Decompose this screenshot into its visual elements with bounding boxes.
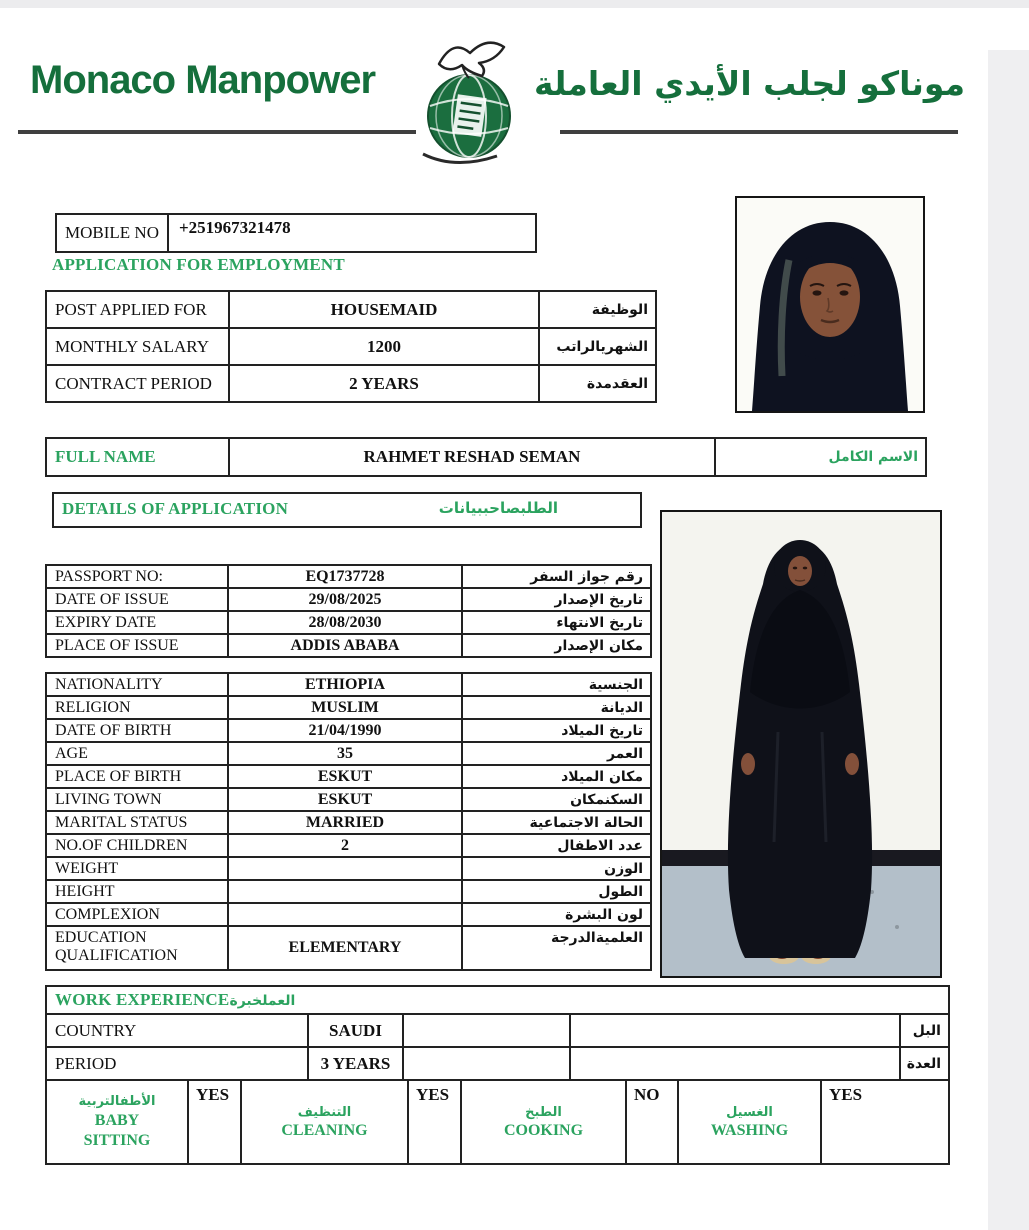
skills-row [46,1080,949,1164]
table-row [46,834,651,857]
field-label: PLACE OF ISSUE [46,634,228,657]
field-label: CONTRACT PERIOD [46,365,229,402]
field-label-arabic: رقم جواز السفر [462,565,651,588]
details-heading-english: DETAILS OF APPLICATION [62,499,289,518]
work-experience-title-english: WORK EXPERIENCE [55,990,230,1009]
table-row [46,588,651,611]
table-row [46,611,651,634]
post-applied-table [45,290,657,403]
full-name-value: RAHMET RESHAD SEMAN [229,438,715,476]
skill-baby-sitting [46,1080,188,1164]
field-label-arabic: الجنسية [462,673,651,696]
company-name-english: Monaco Manpower [30,58,376,102]
table-row [46,788,651,811]
field-label-arabic: مكان الميلاد [462,765,651,788]
work-experience-header [46,986,949,1014]
table-row [46,742,651,765]
field-label-arabic: البل [900,1014,949,1047]
skill-label-arabic: التنظيف [297,1104,352,1120]
table-row [46,1014,949,1047]
field-label-arabic: عدد الاطفال [462,834,651,857]
applicant-portrait-photo [735,196,925,413]
table-row [46,903,651,926]
field-label-arabic: العمر [462,742,651,765]
table-row [46,673,651,696]
field-label-arabic: تاريخ الإصدار [462,588,651,611]
field-label: RELIGION [46,696,228,719]
field-value: ETHIOPIA [228,673,462,696]
globe-dove-logo-icon [405,34,540,170]
skill-answer-baby-sitting: YES [188,1080,241,1164]
empty-cell [403,1014,570,1047]
field-value: 35 [228,742,462,765]
skill-label-english: WASHING [710,1121,789,1139]
field-label-arabic: العدة [900,1047,949,1080]
field-label-arabic: السكنمكان [462,788,651,811]
table-row [46,565,651,588]
applicant-full-length-photo [660,510,942,978]
field-label: EXPIRY DATE [46,611,228,634]
empty-cell [570,1047,900,1080]
field-value: 1200 [229,328,539,365]
field-label-arabic: الوظيفة [539,291,656,328]
field-label-arabic: الوزن [462,857,651,880]
scan-edge-top [0,0,1029,8]
field-value: 3 YEARS [308,1047,403,1080]
table-row [46,365,656,402]
field-value: 2 [228,834,462,857]
table-row [46,1047,949,1080]
table-row [46,926,651,970]
field-value: ELEMENTARY [228,926,462,970]
skill-answer-cleaning: YES [408,1080,461,1164]
field-value [228,903,462,926]
skill-answer-washing: YES [821,1080,949,1164]
table-row [46,328,656,365]
field-value: ESKUT [228,765,462,788]
scan-edge-right [988,50,1029,1230]
field-label-arabic: مكان الإصدار [462,634,651,657]
mobile-no-table [55,213,537,253]
field-value: SAUDI [308,1014,403,1047]
table-row [46,696,651,719]
work-experience-table [45,985,950,1081]
details-heading-arabic: الطلبصاحببيانات [438,499,558,517]
field-label: PASSPORT NO: [46,565,228,588]
personal-details-table [45,672,652,971]
company-logo [405,34,540,170]
field-value: ESKUT [228,788,462,811]
field-label-arabic: الطول [462,880,651,903]
skill-label-english: BABY SITTING [83,1111,151,1149]
field-value: MARRIED [228,811,462,834]
table-row [46,857,651,880]
passport-details-table [45,564,652,658]
field-value: 29/08/2025 [228,588,462,611]
field-value: 28/08/2030 [228,611,462,634]
field-label: MONTHLY SALARY [46,328,229,365]
field-label: DATE OF BIRTH [46,719,228,742]
work-experience-title-arabic: العملخبرة [229,993,296,1009]
field-label: LIVING TOWN [46,788,228,811]
field-label: COUNTRY [46,1014,308,1047]
table-row [46,634,651,657]
section-application-for-employment: APPLICATION FOR EMPLOYMENT [52,255,345,274]
mobile-row [56,214,536,252]
skill-label-arabic: الغسيل [726,1104,773,1120]
field-label-arabic: الشهريالراتب [539,328,656,365]
table-row [46,438,926,476]
table-row [46,880,651,903]
field-label: NATIONALITY [46,673,228,696]
field-label-arabic: العقدمدة [539,365,656,402]
field-label: NO.OF CHILDREN [46,834,228,857]
mobile-label: MOBILE NO [56,214,168,252]
empty-cell [570,1014,900,1047]
skill-cooking [461,1080,626,1164]
field-label: WEIGHT [46,857,228,880]
skill-label-english: COOKING [503,1121,584,1139]
field-label-arabic: الديانة [462,696,651,719]
mobile-value: +251967321478 [168,214,536,252]
letterhead-rule-right [560,130,958,134]
table-row [46,765,651,788]
skills-table [45,1079,950,1165]
field-label: MARITAL STATUS [46,811,228,834]
skill-label-arabic: الأطفالتربية [78,1093,156,1109]
table-row [46,291,656,328]
letterhead-rule-left [18,130,416,134]
field-value: 2 YEARS [229,365,539,402]
skill-washing [678,1080,821,1164]
empty-cell [403,1047,570,1080]
skill-label-arabic: الطبخ [525,1104,562,1120]
field-value [228,857,462,880]
field-value: 21/04/1990 [228,719,462,742]
field-label: HEIGHT [46,880,228,903]
field-label-arabic: الحالة الاجتماعية [462,811,651,834]
field-label: PERIOD [46,1047,308,1080]
field-label: COMPLEXION [46,903,228,926]
field-label: DATE OF ISSUE [46,588,228,611]
full-name-table [45,437,927,477]
skill-answer-cooking: NO [626,1080,678,1164]
field-value [228,880,462,903]
field-value: MUSLIM [228,696,462,719]
field-label: POST APPLIED FOR [46,291,229,328]
full-name-label: FULL NAME [46,438,229,476]
field-label-arabic: تاريخ الميلاد [462,719,651,742]
skill-cleaning [241,1080,408,1164]
field-value: ADDIS ABABA [228,634,462,657]
field-value: EQ1737728 [228,565,462,588]
full-name-label-arabic: الاسم الكامل [715,438,926,476]
field-label: EDUCATION QUALIFICATION [46,926,228,970]
field-label-arabic: لون البشرة [462,903,651,926]
field-label-arabic: تاريخ الانتهاء [462,611,651,634]
company-name-arabic: موناكو لجلب الأيدي العاملة [533,64,965,103]
field-value: HOUSEMAID [229,291,539,328]
skill-label-english: CLEANING [281,1121,368,1139]
table-row [46,719,651,742]
field-label: PLACE OF BIRTH [46,765,228,788]
field-label: AGE [46,742,228,765]
section-details-of-application [52,492,642,528]
field-label-arabic: العلميةالدرجة [462,926,651,970]
table-row [46,811,651,834]
